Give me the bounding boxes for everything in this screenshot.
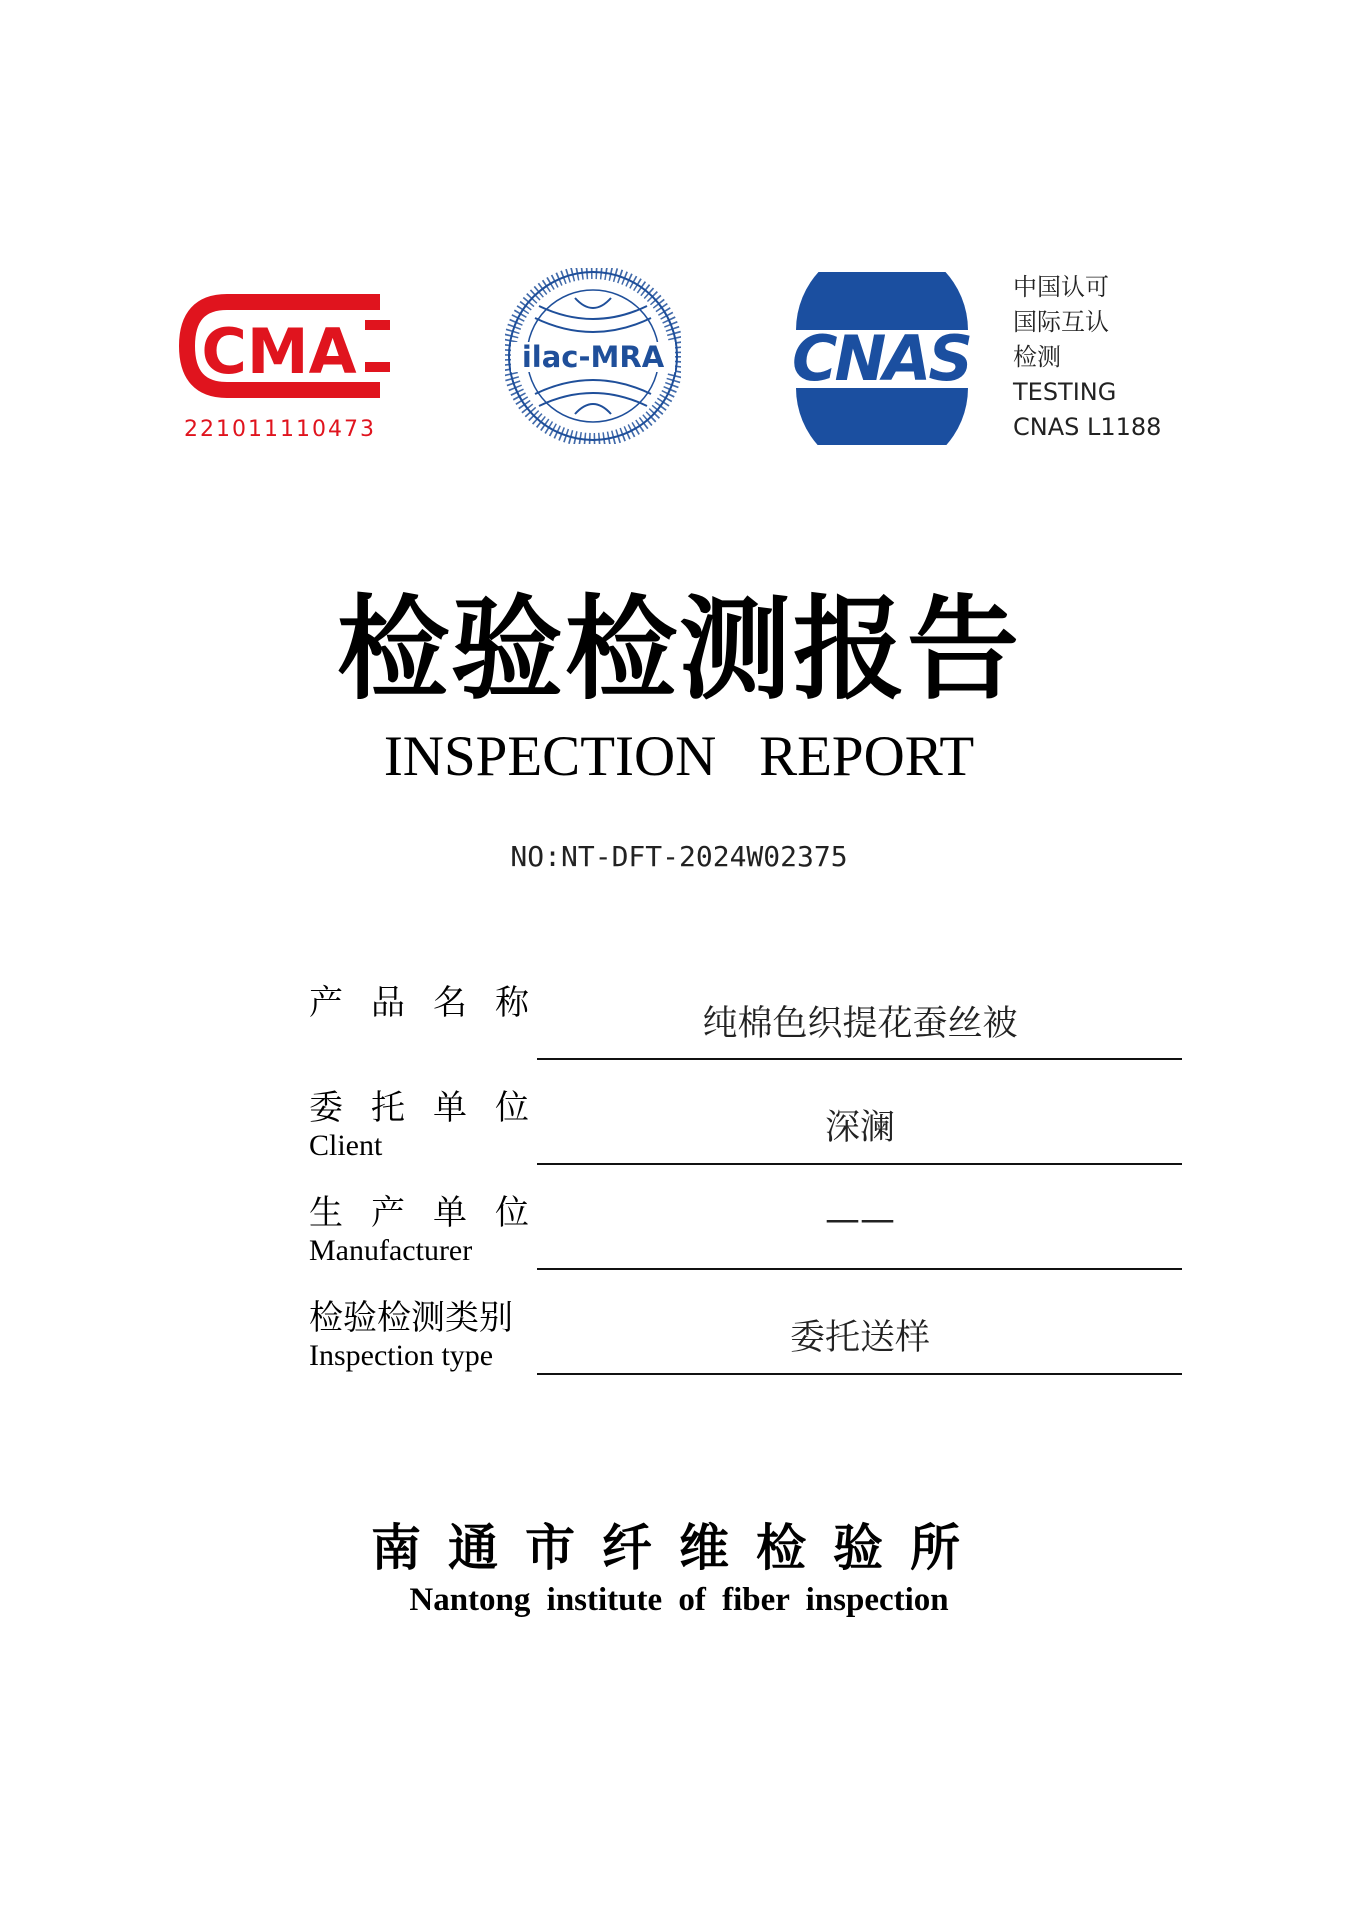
cnas-mark: CNAS	[791, 322, 971, 395]
field-value-manufacturer: ——	[825, 1200, 895, 1240]
field-label-client-en: Client	[309, 1129, 383, 1162]
field-value-inspection-type: 委托送样	[789, 1318, 930, 1358]
cma-logo	[175, 274, 390, 449]
cnas-logo	[778, 272, 985, 445]
cma-mark: CMA	[201, 315, 357, 388]
field-label-inspection-type-en: Inspection type	[309, 1339, 494, 1372]
organization-name-en: Nantong institute of fiber inspection	[409, 1582, 949, 1618]
field-underline	[537, 1163, 1182, 1165]
field-underline	[537, 1058, 1182, 1060]
field-label-product-name: 产品名称	[309, 983, 557, 1023]
cnas-line-1: 中国认可	[1013, 273, 1109, 301]
report-title-en: INSPECTION REPORT	[383, 725, 975, 788]
field-label-client-cn: 委托单位	[309, 1088, 557, 1128]
cma-number: 221011110473	[184, 417, 376, 442]
cnas-line-3: 检测	[1013, 343, 1061, 371]
field-underline	[537, 1373, 1182, 1375]
field-label-manufacturer-cn: 生产单位	[309, 1193, 557, 1233]
report-number: NO:NT-DFT-2024W02375	[510, 840, 848, 873]
report-title-cn: 检验检测报告	[337, 585, 1021, 715]
field-label-inspection-type-cn: 检验检测类别	[309, 1298, 513, 1338]
field-value-client: 深澜	[824, 1108, 895, 1148]
cnas-line-4: TESTING	[1013, 378, 1117, 406]
cnas-line-5: CNAS L1188	[1013, 413, 1162, 441]
cnas-line-2: 国际互认	[1013, 308, 1109, 336]
ilac-mark: ilac-MRA	[521, 340, 665, 374]
cnas-accreditation-text	[1013, 270, 1161, 445]
field-label-manufacturer-en: Manufacturer	[309, 1234, 473, 1267]
organization-name-cn: 南通市纤维检验所	[371, 1519, 987, 1577]
ilac-mra-logo	[505, 268, 681, 444]
field-underline	[537, 1268, 1182, 1270]
field-value-product-name: 纯棉色织提花蚕丝被	[702, 1004, 1018, 1044]
